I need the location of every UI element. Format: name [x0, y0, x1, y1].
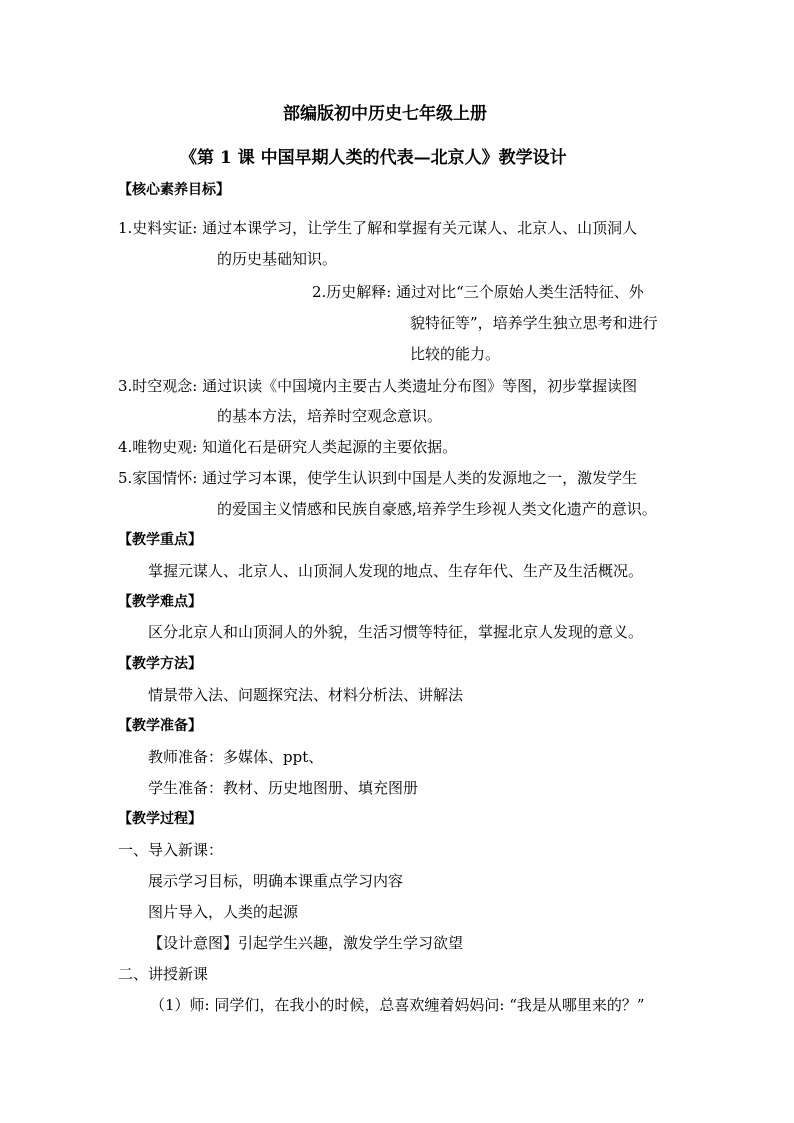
- key-points-heading: 【教学重点】: [118, 532, 202, 548]
- goal-4: 4.唯物史观: 知道化石是研究人类起源的主要依据。: [118, 438, 458, 456]
- step-1-design-intent: 【设计意图】引起学生兴趣，激发学生学习欲望: [148, 934, 464, 952]
- step-1-item-2: 图片导入，人类的起源: [148, 903, 299, 921]
- process-heading: 【教学过程】: [118, 811, 202, 827]
- goal-1-line-2: 的历史基础知识。: [217, 250, 338, 268]
- goal-2-line-1: 2.历史解释: 通过对比“三个原始人类生活特征、外: [312, 283, 644, 301]
- lesson-title: 《第 1 课 中国早期人类的代表—北京人》教学设计: [180, 148, 567, 168]
- document-title: 部编版初中历史七年级上册: [283, 104, 487, 124]
- difficulties-heading: 【教学难点】: [118, 594, 202, 610]
- teacher-preparation: 教师准备：多媒体、ppt、: [148, 748, 324, 766]
- goal-2-line-2: 貌特征等”，培养学生独立思考和进行: [410, 314, 658, 332]
- goal-3-line-2: 的基本方法，培养时空观念意识。: [217, 407, 443, 425]
- goal-5-line-2: 的爱国主义情感和民族自豪感,培养学生珍视人类文化遗产的意识。: [217, 500, 657, 518]
- preparation-heading: 【教学准备】: [118, 718, 202, 734]
- goal-2-line-3: 比较的能力。: [410, 345, 501, 363]
- student-preparation: 学生准备：教材、历史地图册、填充图册: [148, 779, 419, 797]
- step-1-title: 一、导入新课：: [118, 841, 224, 859]
- goal-5-line-1: 5.家国情怀: 通过学习本课，使学生认识到中国是人类的发源地之一，激发学生: [118, 469, 638, 487]
- goal-1-line-1: 1.史料实证: 通过本课学习，让学生了解和掌握有关元谋人、北京人、山顶洞人: [118, 219, 638, 237]
- methods-heading: 【教学方法】: [118, 656, 202, 672]
- difficulties-text: 区分北京人和山顶洞人的外貌，生活习惯等特征，掌握北京人发现的意义。: [148, 623, 644, 641]
- step-2-item-1: （1）师: 同学们，在我小的时候，总喜欢缠着妈妈问: “我是从哪里来的？”: [150, 996, 645, 1014]
- methods-text: 情景带入法、问题探究法、材料分析法、讲解法: [148, 686, 464, 704]
- goals-heading: 【核心素养目标】: [118, 182, 230, 198]
- key-points-text: 掌握元谋人、北京人、山顶洞人发现的地点、生存年代、生产及生活概况。: [148, 562, 644, 580]
- step-1-item-1: 展示学习目标，明确本课重点学习内容: [148, 872, 404, 890]
- goal-3-line-1: 3.时空观念: 通过识读《中国境内主要古人类遗址分布图》等图，初步掌握读图: [118, 377, 638, 395]
- step-2-title: 二、讲授新课: [118, 965, 209, 983]
